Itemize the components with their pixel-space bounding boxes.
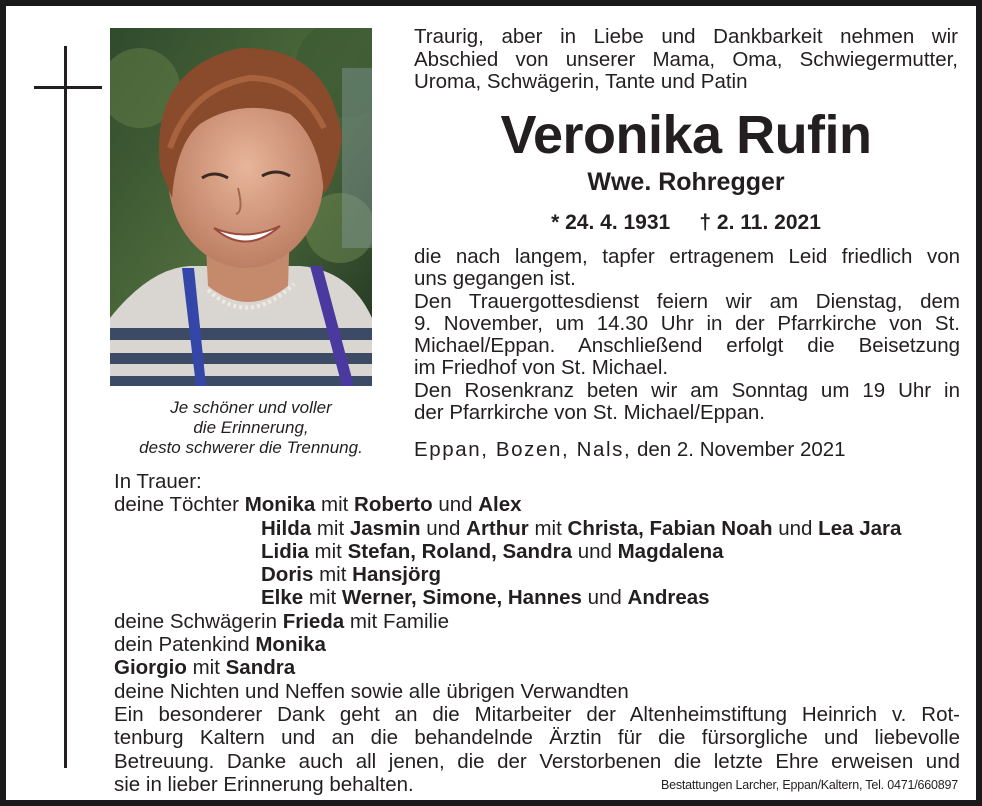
mourner-name: Sandra <box>225 656 296 680</box>
body-line: im Friedhof von St. Michael. <box>414 356 669 380</box>
mourner-name: Hansjörg <box>352 563 441 587</box>
notice-date: den 2. November 2021 <box>637 438 846 461</box>
mourner-name: Frieda <box>282 609 345 633</box>
mourner-name: Roberto <box>354 493 433 517</box>
mourner-row <box>114 656 974 679</box>
mourner-row <box>114 586 974 609</box>
mourner-name: Jasmin <box>349 516 421 540</box>
mourner-name: Giorgio <box>114 656 187 680</box>
body-line: Den Trauergottesdienst feiern wir am Dienstag, dem <box>414 289 960 313</box>
connector: mit <box>321 493 349 517</box>
mourner-name: Christa, Fabian Noah <box>567 516 773 540</box>
quote-line: die Erinnerung, <box>193 418 309 437</box>
connector: und <box>577 539 612 563</box>
mourner-name: Hilda <box>261 516 312 540</box>
cross-icon-beam <box>34 86 102 89</box>
mourner-name: Andreas <box>627 586 710 610</box>
mourner-name: Doris <box>261 563 314 587</box>
thanks-line: Betreuung. Danke auch all jenen, die der Verstorbenen die letzte Ehre erweisen und <box>114 749 960 773</box>
thanks-line: sie in lieber Erinnerung behalten. <box>114 772 414 796</box>
connector: mit <box>316 516 345 540</box>
body-line: der Pfarrkirche von St. Michael/Eppan. <box>414 401 765 425</box>
relation-label: deine Schwägerin <box>114 609 277 633</box>
mourner-name: Magdalena <box>617 539 724 563</box>
mourner-name: Lidia <box>261 539 309 563</box>
intro-line: Traurig, aber in Liebe und Dankbarkeit nehmen wir <box>414 25 958 48</box>
connector: mit <box>308 586 337 610</box>
connector: und <box>778 516 813 540</box>
body-line: Den Rosenkranz beten wir am Sonntag um 19 Uhr in <box>414 378 960 402</box>
mourner-name: Monika <box>244 493 316 517</box>
connector: und <box>426 516 461 540</box>
connector: mit <box>534 516 562 540</box>
mourner-name: Stefan, Roland, Sandra <box>347 539 572 563</box>
connector: mit <box>314 539 342 563</box>
quote-line: Je schöner und voller <box>170 398 332 417</box>
mourner-row <box>114 493 974 516</box>
deceased-name: Veronika Rufin <box>500 105 872 165</box>
birth-date: * 24. 4. 1931 <box>551 211 671 234</box>
mourner-row <box>114 633 974 656</box>
life-dates <box>414 208 958 238</box>
mourner-name: Lea Jara <box>818 516 902 540</box>
relation-label: dein Patenkind <box>114 633 250 657</box>
connector: und <box>438 493 473 517</box>
mourner-row: deine Nichten und Neffen sowie alle übrigen Verwandten <box>114 679 629 703</box>
body-line: 9. November, um 14.30 Uhr in der Pfarrkirche von St. <box>414 311 960 335</box>
intro-line: Uroma, Schwägerin, Tante und Patin <box>414 70 748 93</box>
mourner-row <box>114 610 974 633</box>
thanks-line: tenburg Kaltern und an die behandelnde Ärztin für die fürsorgliche und liebevolle <box>114 726 960 750</box>
thanks-line: Ein besonderer Dank geht an die Mitarbeiter der Altenheimstiftung Heinrich v. Rot- <box>114 703 960 726</box>
portrait-photo <box>110 28 372 386</box>
mourner-row <box>114 517 974 540</box>
funeral-home-credit: Bestattungen Larcher, Eppan/Kaltern, Tel. 0471/660897 <box>660 778 958 792</box>
intro-line: Abschied von unserer Mama, Oma, Schwiegermutter, <box>414 47 958 71</box>
connector: mit <box>319 563 347 587</box>
connector: mit Familie <box>349 609 450 633</box>
memorial-quote <box>110 398 392 458</box>
quote-line: desto schwerer die Trennung. <box>139 438 363 457</box>
mourner-name: Werner, Simone, Hannes <box>341 586 582 610</box>
mourner-name: Elke <box>261 586 304 610</box>
body-line: uns gegangen ist. <box>414 267 576 291</box>
mourning-heading: In Trauer: <box>114 470 202 493</box>
service-details <box>414 246 960 424</box>
place-names: Eppan, Bozen, Nals, <box>414 438 632 461</box>
connector: und <box>587 586 622 610</box>
connector: mit <box>192 656 220 680</box>
body-line: Michael/Eppan. Anschließend erfolgt die Beisetzung <box>414 334 960 358</box>
announcement-intro <box>414 26 958 94</box>
place-and-date <box>414 437 960 463</box>
mourners-list <box>114 470 974 703</box>
death-date: † 2. 11. 2021 <box>699 211 821 234</box>
mourner-name: Arthur <box>466 516 529 540</box>
mourner-row <box>114 540 974 563</box>
deceased-married-name: Wwe. Rohregger <box>587 168 785 196</box>
mourner-name: Alex <box>478 493 522 517</box>
mourner-row <box>114 563 974 586</box>
body-line: die nach langem, tapfer ertragenem Leid friedlich von <box>414 245 960 268</box>
mourner-name: Monika <box>255 633 326 657</box>
relation-label: deine Töchter <box>114 493 239 517</box>
cross-icon <box>64 46 67 768</box>
